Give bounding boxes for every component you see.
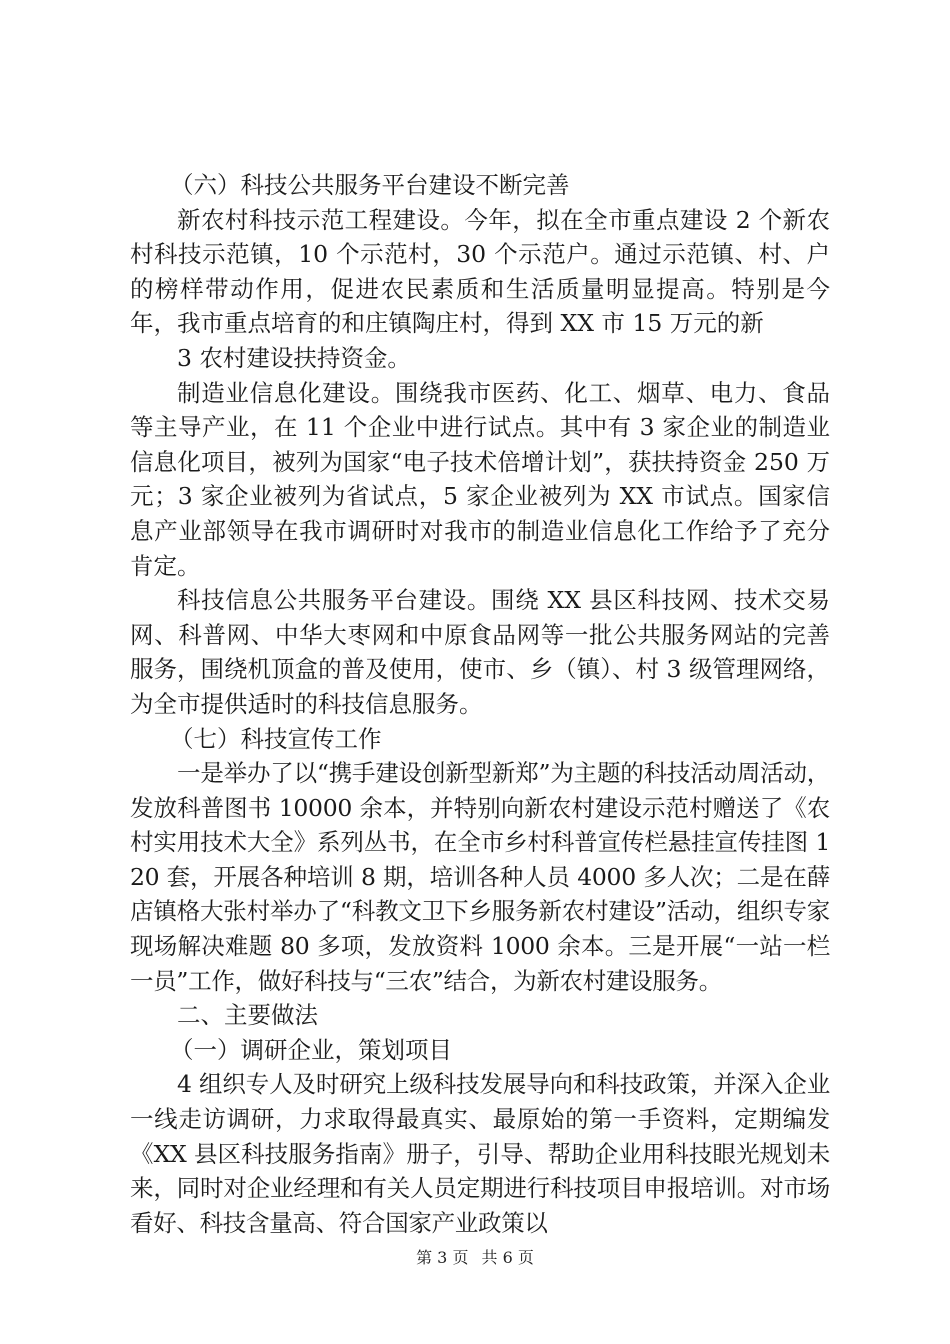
section-title: 二、主要做法 xyxy=(177,1001,318,1030)
paragraph: 制造业信息化建设。围绕我市医药、化工、烟草、电力、食品等主导产业，在 11 个企业中进行试点。其中有 3 家企业的制造业信息化项目，被列为国家“电子技术倍增计划”，获扶持资金 250 万元；3 家企业被列为省试点，5 家企业被列为 XX 市试点。国家信息产业部领导在我市调研时对我市的制造业信息化工作给予了充分肯定。 xyxy=(130,378,830,580)
paragraph: 3 农村建设扶持资金。 xyxy=(177,343,411,372)
paragraph: 新农村科技示范工程建设。今年，拟在全市重点建设 2 个新农村科技示范镇，10 个示范村，30 个示范户。通过示范镇、村、户的榜样带动作用，促进农民素质和生活质量明显提高。特别是今年，我市重点培育的和庄镇陶庄村，得到 XX 市 15 万元的新 xyxy=(130,205,830,338)
section-heading: （六）科技公共服务平台建设不断完善 xyxy=(170,171,570,199)
paragraph: 一是举办了以“携手建设创新型新郑”为主题的科技活动周活动，发放科普图书 10000 余本，并特别向新农村建设示范村赠送了《农村实用技术大全》系列丛书，在全市乡村科普宣传栏悬挂宣传挂图 120 套，开展各种培训 8 期，培训各种人员 4000 多人次；二是在薛店镇格大张村举办了“科教文卫下乡服务新农村建设”活动，组织专家现场解决难题 80 多项，发放资料 1000 余本。三是开展“一站一栏一员”工作，做好科技与“三农”结合，为新农村建设服务。 xyxy=(130,759,830,995)
paragraph: 科技信息公共服务平台建设。围绕 XX 县区科技网、技术交易网、科普网、中华大枣网和中原食品网等一批公共服务网站的完善服务，围绕机顶盒的普及使用，使市、乡（镇）、村 3 级管理网络，为全市提供适时的科技信息服务。 xyxy=(130,586,830,718)
page-total: 共 6 页 xyxy=(481,1248,534,1267)
paragraph: 4 组织专人及时研究上级科技发展导向和科技政策，并深入企业一线走访调研，力求取得最真实、最原始的第一手资料，定期编发《XX 县区科技服务指南》册子，引导、帮助企业用科技眼光规划未来，同时对企业经理和有关人员定期进行科技项目申报培训。对市场看好、科技含量高、符合国家产业政策以 xyxy=(130,1070,830,1237)
page-footer xyxy=(0,1245,950,1268)
section-heading: （一）调研企业，策划项目 xyxy=(170,1035,452,1064)
page-number: 第 3 页 xyxy=(416,1248,469,1267)
section-heading: （七）科技宣传工作 xyxy=(170,724,382,753)
document-body xyxy=(130,168,830,1240)
